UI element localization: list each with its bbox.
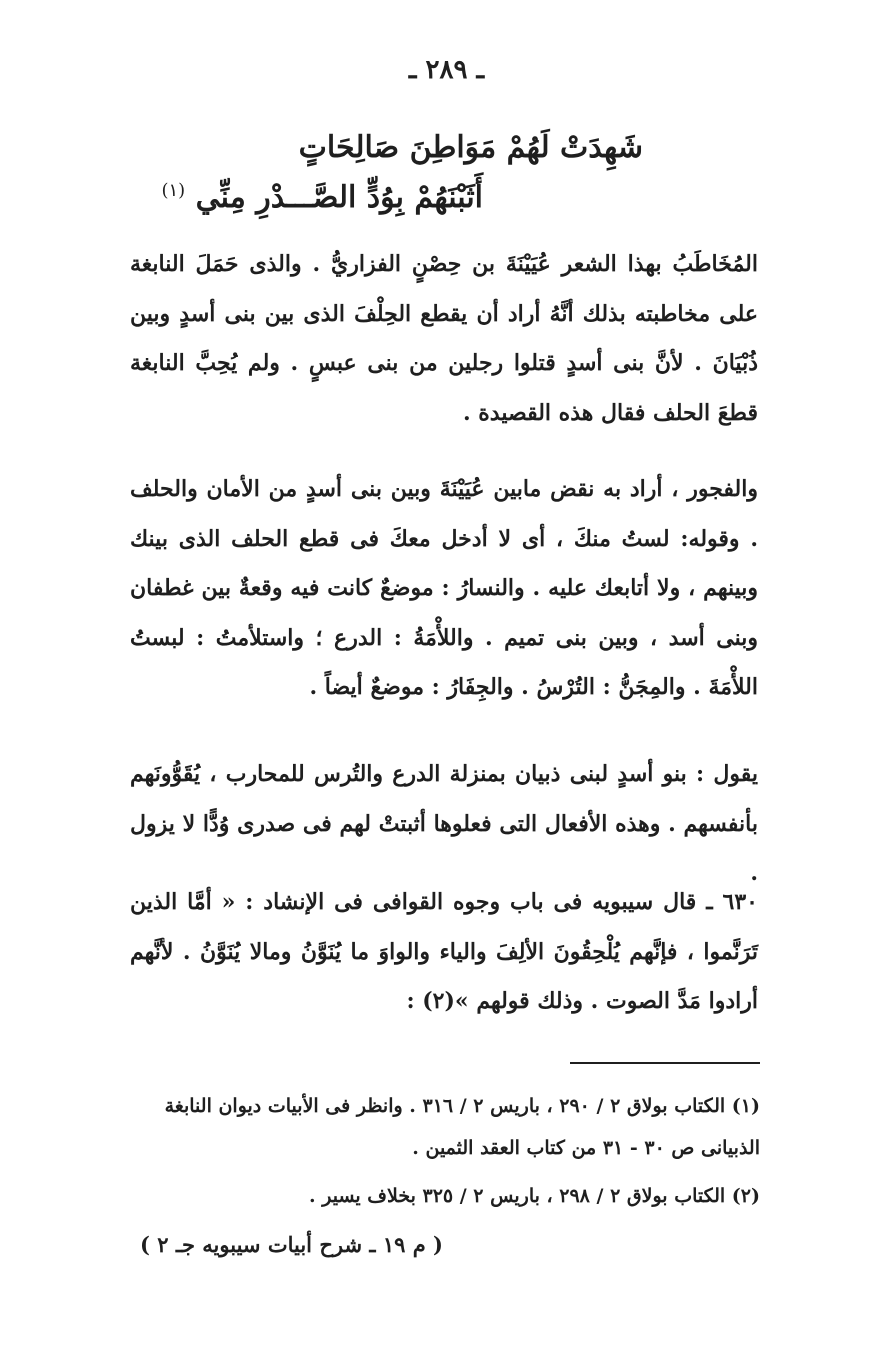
verse-line-2-text: أَثَبْنَهُمْ بِوُدٍّ الصَّـــدْرِ مِنِّي	[195, 180, 483, 215]
signature-line: ( م ١٩ ـ شرح أبيات سيبويه جـ ٢ )	[140, 1232, 443, 1257]
verse-line-1-text: شَهِدَتْ لَهُمْ مَوَاطِنَ صَالِحَاتٍ	[298, 130, 643, 165]
footnote-1: (١) الكتاب بولاق ٢ / ٢٩٠ ، باريس ٢ / ٣١٦ . وانظر فى الأبيات ديوان النابغة الذبيانى ص ٣٠ - ٣١ من كتاب العقد الثمين .	[164, 1095, 760, 1159]
entry-630-paragraph: ٦٣٠ ـ قال سيبويه فى باب وجوه القوافى فى الإنشاد : « أمَّا الذين تَرَنَّموا ، فإنَّهم يُلْحِقُونَ الألِفَ والياء والواوَ ما يُنَوَّنُ ومالا يُنَوَّنُ . لأنَّهم أرادوا مَدَّ الصوت . وذلك قولهم »(٢) :	[130, 889, 758, 1014]
verse-line-1	[299, 130, 643, 165]
verse-line-2	[161, 180, 483, 215]
commentary-paragraph-1: المُخَاطَبُ بهذا الشعر عُيَيْنَةَ بن حِصْنٍ الفزاريُّ . والذى حَمَلَ النابغة على مخاطبته بذلك أنَّهُ أراد أن يقطع الحِلْفَ الذى بين بنى أسدٍ وبين ذُبْيَانَ . لأنَّ بنى أسدٍ قتلوا رجلين من بنى عبسٍ . ولم يُحِبَّ النابغة قطعَ الحلف فقال هذه القصيدة .	[130, 251, 758, 426]
page-number: ـ ٢٨٩ ـ	[408, 55, 485, 85]
footnote-2: (٢) الكتاب بولاق ٢ / ٢٩٨ ، باريس ٢ / ٣٢٥ بخلاف يسير .	[309, 1185, 760, 1207]
footnote-separator	[570, 1062, 760, 1064]
commentary-paragraph-3: يقول : بنو أسدٍ لبنى ذبيان بمنزلة الدرع والتُرس للمحارب ، يُقَوُّونَهم بأنفسهم . وهذه الأفعال التى فعلوها أثبتتْ لهم فى صدرى وُدًّا لا يزول .	[130, 761, 758, 886]
commentary-paragraph-2: والفجور ، أراد به نقض مابين عُيَيْنَةَ وبين بنى أسدٍ من الأمان والحلف . وقوله: لستُ منكَ ، أى لا أدخل معكَ فى قطع الحلف الذى بينك وبينهم ، ولا أتابعك عليه . والنسارُ : موضعٌ كانت فيه وقعةٌ بين غطفان وبنى أسد ، وبين بنى تميم . واللأْمَةُ : الدرع ؛ واستلأمتُ : لبستُ اللأْمَةَ . والمِجَنُّ : التُرْسُ . والجِفَارُ : موضعٌ أيضاً .	[130, 476, 758, 700]
footnote-marker-1: (١)	[161, 180, 186, 201]
